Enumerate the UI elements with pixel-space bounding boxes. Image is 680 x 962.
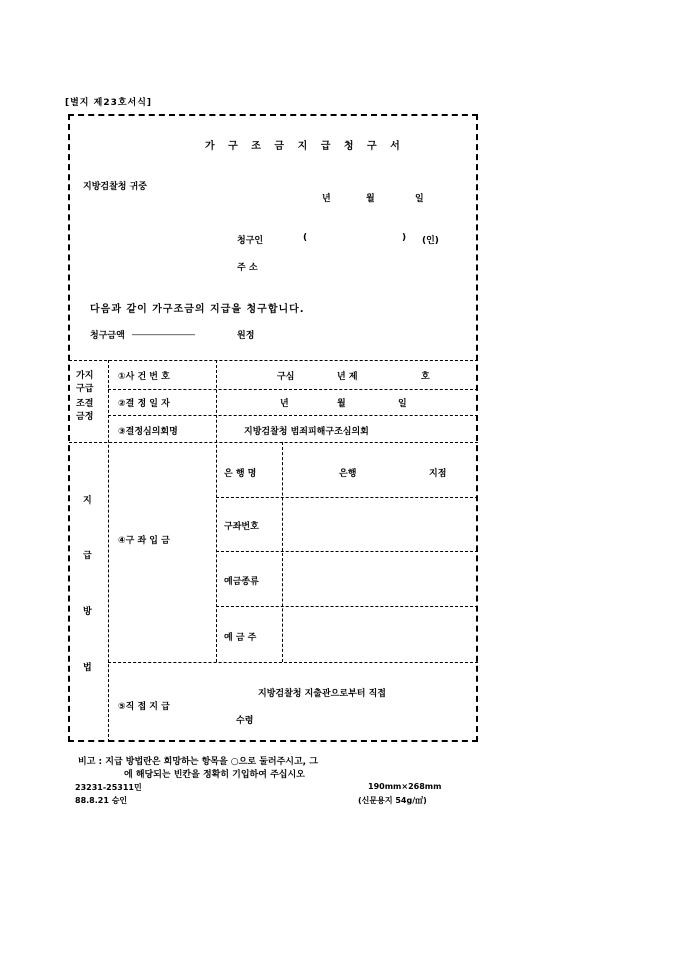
column-line-2 <box>216 360 217 662</box>
case-number-label: ①사 건 번 호 <box>118 372 170 382</box>
decision-label-1: 가지 <box>76 371 94 381</box>
addressee: 지방검찰청 귀중 <box>83 182 147 192</box>
form-code: 23231-25311민 <box>75 783 142 792</box>
seal-mark: (인) <box>422 236 439 246</box>
account-number-label: 구좌번호 <box>224 522 259 532</box>
decision-label-3: 조결 <box>76 399 94 409</box>
divider-bank <box>216 497 478 498</box>
approval-date: 88.8.21 승인 <box>75 796 128 805</box>
claimant-label: 청구인 <box>237 236 264 246</box>
note-line-2: 에 해당되는 빈칸을 정확히 기입하여 주십시오 <box>124 770 305 780</box>
decision-date-day: 일 <box>398 399 407 409</box>
account-holder-label: 예 금 주 <box>224 633 257 643</box>
direct-payment-label: ⑤직 접 지 급 <box>118 702 170 712</box>
direct-payment-line2: 수령 <box>236 716 254 726</box>
date-month: 월 <box>366 194 375 204</box>
committee-label: ③결정심의회명 <box>118 427 178 437</box>
amount-label: 청구금액 <box>90 331 125 341</box>
account-deposit-label: ④구 좌 입 금 <box>118 536 170 546</box>
date-day: 일 <box>415 194 424 204</box>
decision-date-month: 월 <box>337 399 346 409</box>
decision-label-4: 금정 <box>76 412 94 422</box>
note-line-1: 비고 : 지급 방법란은 희망하는 항목을 ○으로 둘러주시고, 그 <box>78 757 318 767</box>
payment-label-1: 지 <box>83 496 92 506</box>
divider-header <box>69 360 478 361</box>
bank-name-label: 은 행 명 <box>224 469 257 479</box>
committee-name: 지방검찰청 범죄피해구조심의회 <box>244 427 369 437</box>
case-number-prefix: 구심 <box>277 372 295 382</box>
form-reference: [별지 제23호서식] <box>65 98 153 108</box>
date-year: 년 <box>322 194 331 204</box>
divider-row2 <box>108 415 478 416</box>
claimant-paren-open: ( <box>303 233 308 243</box>
divider-section <box>69 442 478 443</box>
payment-label-4: 법 <box>83 663 92 673</box>
paper-type: (신문용지 54g/㎡) <box>358 796 427 805</box>
case-number-suffix: 호 <box>421 372 430 382</box>
amount-unit: 원정 <box>237 331 255 341</box>
column-line-3 <box>282 442 283 662</box>
paper-size: 190mm×268mm <box>368 782 442 791</box>
amount-blank: ______________ <box>132 326 195 336</box>
divider-direct <box>108 662 478 663</box>
request-text: 다음과 같이 가구조금의 지급을 청구합니다. <box>90 304 305 315</box>
decision-date-label: ②결 정 일 자 <box>118 399 170 409</box>
decision-label-2: 구급 <box>76 384 94 394</box>
bank-name-branch: 지점 <box>429 469 447 479</box>
divider-deposit <box>216 606 478 607</box>
address-label: 주 소 <box>237 263 258 273</box>
payment-label-3: 방 <box>83 607 92 617</box>
direct-payment-line1: 지방검찰청 지출관으로부터 직접 <box>258 689 386 699</box>
case-number-year: 년 제 <box>337 372 358 382</box>
decision-date-year: 년 <box>280 399 289 409</box>
claimant-paren-close: ) <box>402 233 407 243</box>
form-title: 가 구 조 금 지 급 청 구 서 <box>205 141 405 152</box>
column-line-1 <box>108 360 109 742</box>
payment-label-2: 급 <box>83 551 92 561</box>
deposit-type-label: 예금종류 <box>224 577 259 587</box>
divider-row1 <box>108 389 478 390</box>
divider-account <box>216 551 478 552</box>
bank-name-bank: 은행 <box>339 469 357 479</box>
